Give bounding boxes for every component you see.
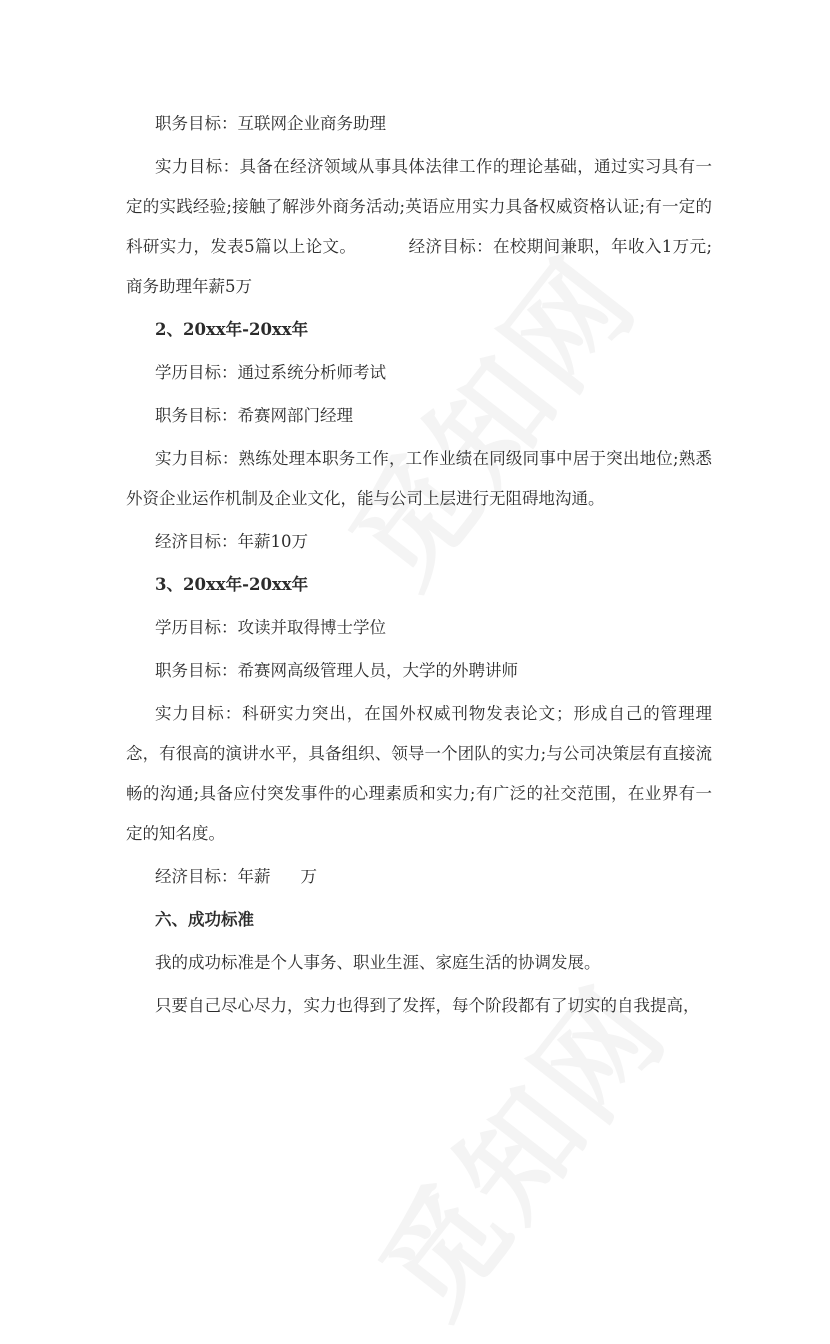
paragraph: 学历目标：攻读并取得博士学位 (155, 618, 386, 637)
paragraph-text: 经济目标：年薪 (155, 867, 271, 886)
paragraph (126, 147, 712, 307)
paragraph: 我的成功标准是个人事务、职业生涯、家庭生活的协调发展。 (155, 953, 601, 972)
paragraph: 职务目标：希赛网部门经理 (155, 406, 353, 425)
paragraph: 经济目标：年薪10万 (155, 532, 308, 551)
section-heading: 3、20xx年-20xx年 (155, 575, 309, 594)
paragraph-text: 经济目标：在校期间兼职，年收入1万元;商务助理年薪5万 (126, 237, 712, 296)
document-body (126, 104, 712, 1029)
paragraph: 学历目标：通过系统分析师考试 (155, 363, 386, 382)
paragraph: 只要自己尽心尽力，实力也得到了发挥，每个阶段都有了切实的自我提高， (155, 996, 700, 1015)
paragraph: 职务目标：希赛网高级管理人员，大学的外聘讲师 (155, 661, 518, 680)
paragraph: 实力目标：熟练处理本职务工作，工作业绩在同级同事中居于突出地位;熟悉外资企业运作机制及企业文化，能与公司上层进行无阻碍地沟通。 (126, 449, 712, 508)
paragraph-text: 万 (300, 867, 317, 886)
paragraph (126, 857, 712, 897)
paragraph: 职务目标：互联网企业商务助理 (155, 114, 386, 133)
paragraph-text: 实力目标：具备在经济领域从事具体法律工作的理论基础，通过实习具有一定的实践经验;接触了解涉外商务活动;英语应用实力具备权威资格认证;有一定的科研实力，发表5篇以上论文。 (126, 157, 712, 256)
section-heading: 六、成功标准 (155, 910, 254, 929)
section-heading: 2、20xx年-20xx年 (155, 320, 309, 339)
paragraph: 实力目标：科研实力突出，在国外权威刊物发表论文；形成自己的管理理念，有很高的演讲水平，具备组织、领导一个团队的实力;与公司决策层有直接流畅的沟通;具备应付突发事件的心理素质和实力;有广泛的社交范围，在业界有一定的知名度。 (126, 704, 712, 843)
